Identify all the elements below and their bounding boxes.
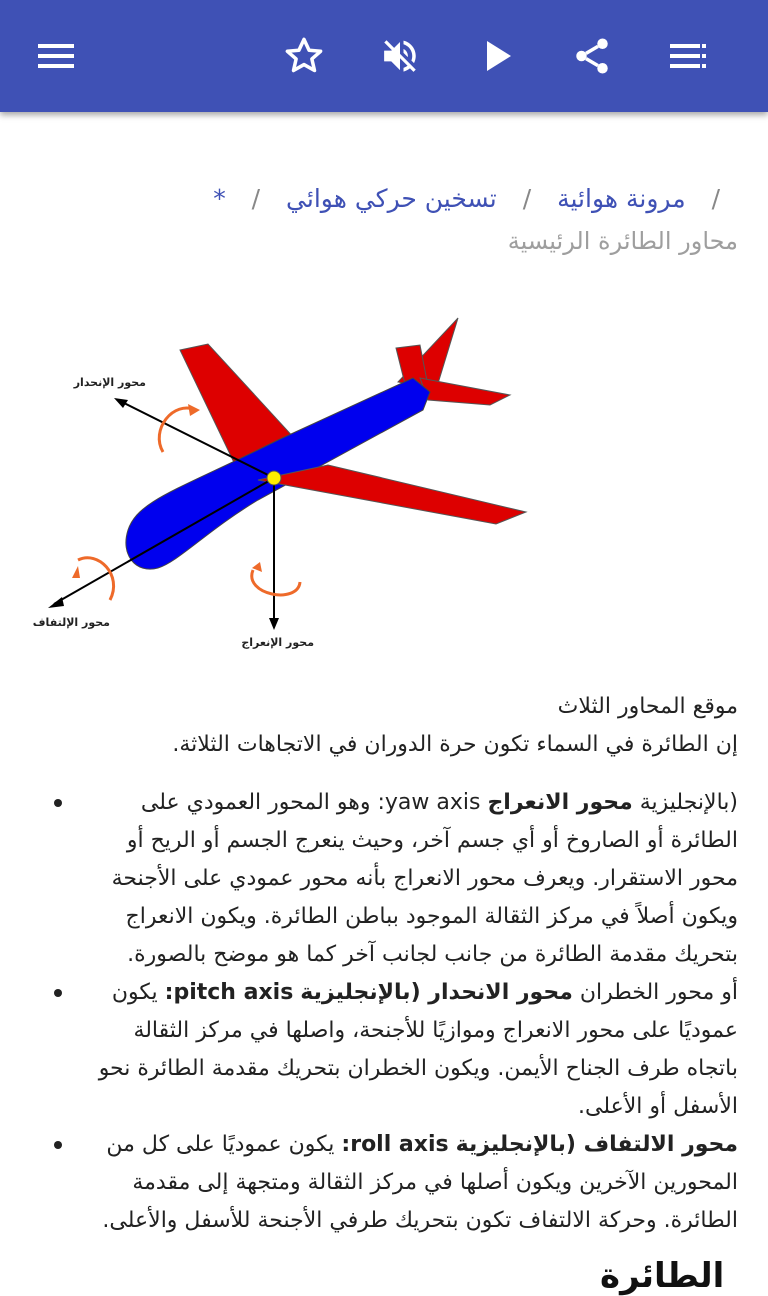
axes-list — [30, 784, 738, 1240]
item-english: :yaw axis — [377, 790, 481, 815]
item-lead: أو محور الخطران — [579, 980, 738, 1005]
list-item — [30, 974, 738, 1126]
item-lead: (بالإنجليزية — [639, 790, 738, 815]
breadcrumb-separator: / — [711, 184, 720, 213]
breadcrumb-item-aeroelasticity[interactable]: مرونة هوائية — [557, 184, 686, 213]
item-term: محور الانحدار (بالإنجليزية — [300, 980, 573, 1005]
menu-icon[interactable] — [28, 28, 84, 84]
breadcrumb-item-root[interactable]: * — [213, 184, 226, 213]
item-english: :pitch axis — [164, 980, 294, 1005]
item-body: وهو المحور العمودي على الطائرة أو الصاروخ أو أي جسم آخر، وحيث ينعرج الجسم أو الريح أو محور الاستقرار. ويعرف محور الانعراج بأنه محور عمودي على الأجنحة ويكون أصلاً في مركز الثقالة الموجود بباطن الطائرة. ويكون الانعراج بتحريك مقدمة الطائرة من جانب لجانب آخر كما هو موضح بالصورة. — [111, 790, 738, 967]
app-bar — [0, 0, 768, 112]
breadcrumb-item-aerodynamic-heating[interactable]: تسخين حركي هوائي — [286, 184, 497, 213]
star-outline-icon[interactable] — [276, 28, 332, 84]
figure-caption: موقع المحاور الثلاث — [557, 694, 738, 719]
breadcrumb-separator: / — [251, 184, 261, 213]
share-icon[interactable] — [564, 28, 620, 84]
breadcrumb — [30, 178, 738, 262]
item-body: يكون عموديًا على محور الانعراج وموازيًا للأجنحة، واصلها في مركز الثقالة باتجاه طرف الجناح الأيمن. ويكون الخطران بتحريك مقدمة الطائرة نحو الأسفل أو الأعلى. — [98, 980, 738, 1119]
item-term: محور الالتفاف (بالإنجليزية — [455, 1132, 738, 1157]
toc-icon[interactable] — [660, 28, 716, 84]
item-english: :roll axis — [341, 1132, 449, 1157]
list-item — [30, 1126, 738, 1240]
pitch-axis-label: محور الإنحدار — [73, 376, 146, 389]
yaw-axis-label: محور الإنعراج — [241, 636, 314, 649]
item-body: يكون عموديًا على كل من المحورين الآخرين ويكون أصلها في مركز الثقالة ومتجهة إلى مقدمة الطائرة. وحركة الالتفاف تكون بتحريك طرفي الأجنحة للأسفل والأعلى. — [102, 1132, 738, 1233]
roll-axis-label: محور الإلتفاف — [32, 616, 110, 629]
volume-off-icon[interactable] — [372, 28, 428, 84]
intro-paragraph: إن الطائرة في السماء تكون حرة الدوران في الاتجاهات الثلاثة. — [172, 732, 738, 757]
item-term: محور الانعراج — [487, 790, 633, 815]
page-title: محاور الطائرة الرئيسية — [507, 227, 738, 255]
airplane-axes-figure — [28, 300, 548, 670]
article-body — [30, 688, 738, 1240]
list-item — [30, 784, 738, 974]
breadcrumb-separator: / — [522, 184, 532, 213]
section-heading: الطائرة — [600, 1256, 725, 1296]
play-icon[interactable] — [470, 28, 526, 84]
